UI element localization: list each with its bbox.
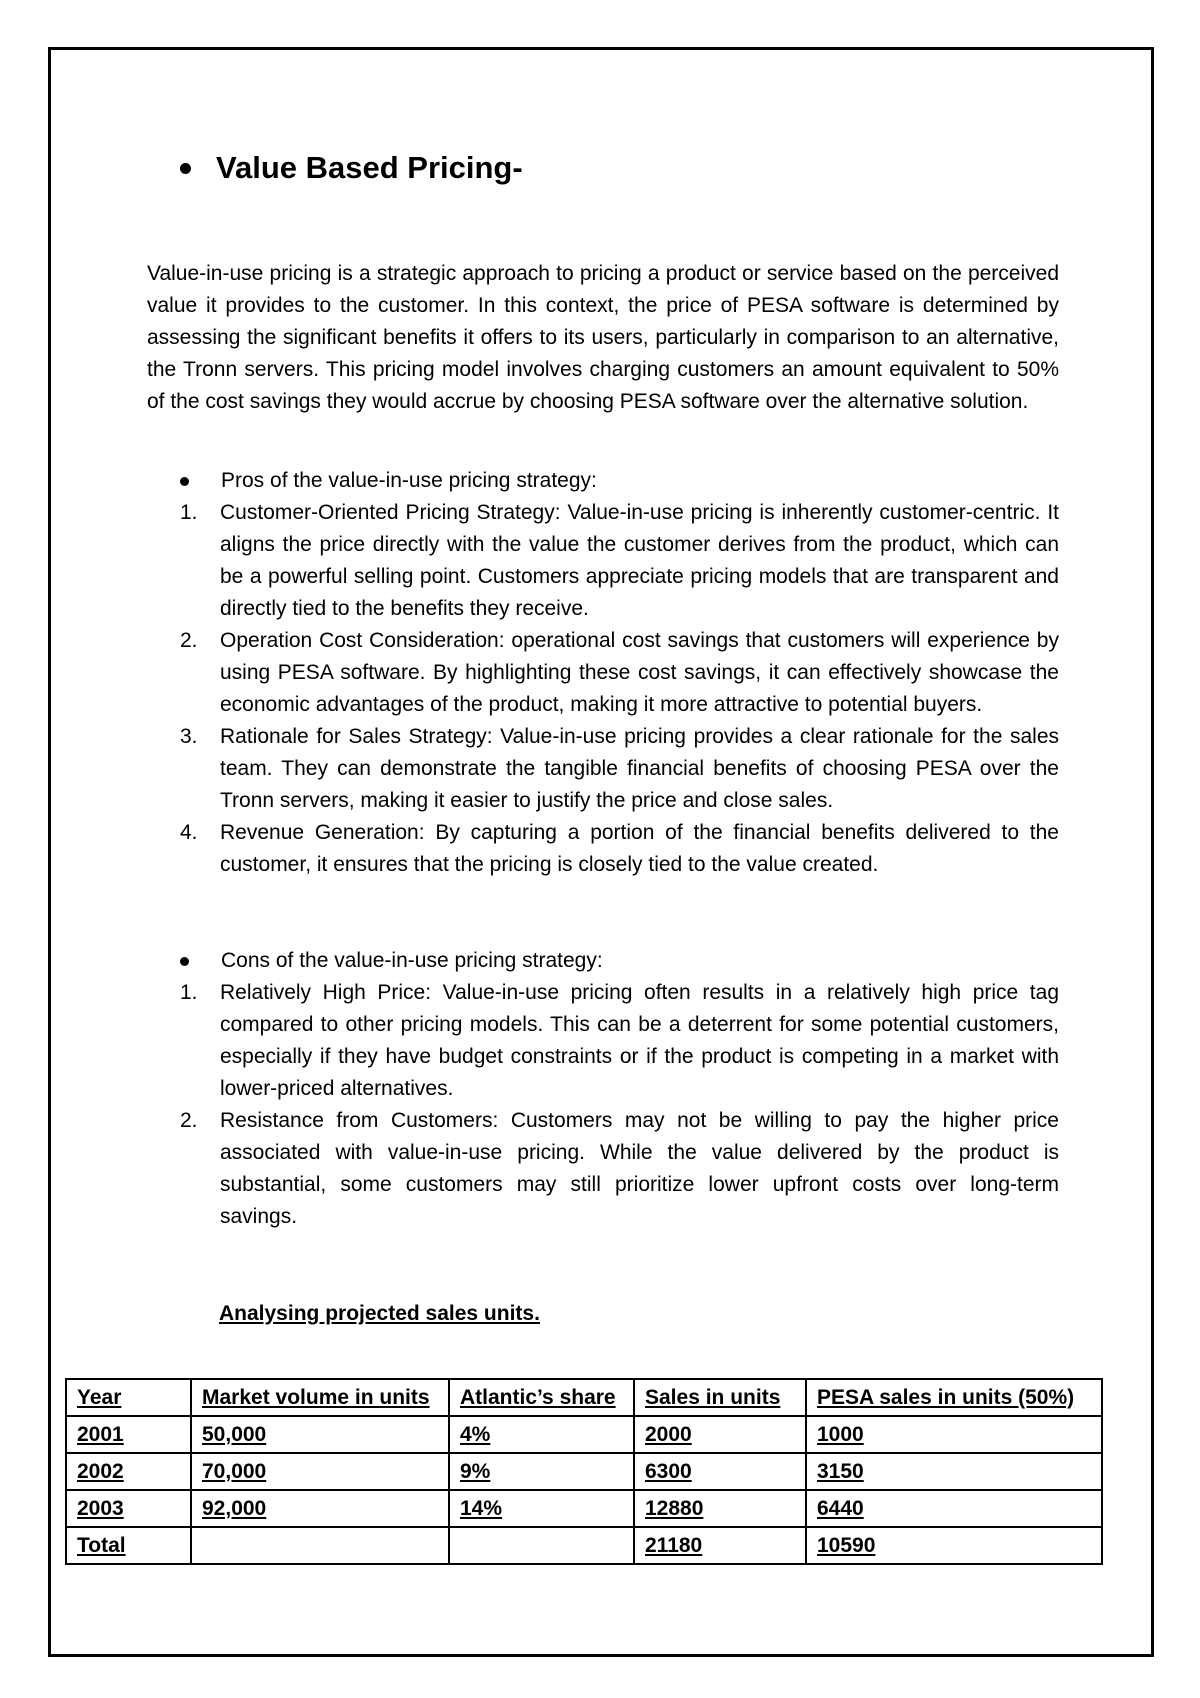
intro-paragraph: Value-in-use pricing is a strategic approach to pricing a product or service based on the perceived value it provides to the customer. In this context, the price of PESA software is determined by assessing the significant benefits it offers to its users, particularly in comparison to an alternative, the Tronn servers. This pricing model involves charging customers an amount equivalent to 50% of the cost savings they would accrue by choosing PESA software over the alternative solution. [147,262,1059,413]
list-text: Rationale for Sales Strategy: Value-in-use pricing provides a clear rationale for the sales team. They can demonstrate the tangible financial benefits of choosing PESA over the Tronn servers, making it easier to justify the price and close sales. [220,725,1059,812]
table-cell: 6300 [634,1453,806,1490]
table-header-row [66,1379,1102,1416]
table-cell: 70,000 [191,1453,449,1490]
heading-text: Value Based Pricing- [216,150,523,185]
list-number: 2. [180,629,198,652]
list-text: Customer-Oriented Pricing Strategy: Value-in-use pricing is inherently customer-centric. It aligns the price directly with the value the customer derives from the product, which can be a powerful selling point. Customers appreciate pricing models that are transparent and directly tied to the benefits they receive. [220,501,1059,620]
list-text: Relatively High Price: Value-in-use pricing often results in a relatively high price tag compared to other pricing models. This can be a deterrent for some potential customers, especially if they have budget constraints or if the product is competing in a market with lower-priced alternatives. [220,981,1059,1100]
list-text: Resistance from Customers: Customers may not be willing to pay the higher price associated with value-in-use pricing. While the value delivered by the product is substantial, some customers may still prioritize lower upfront costs over long-term savings. [220,1109,1059,1228]
pros-heading [180,465,597,497]
list-number: 1. [180,981,198,1004]
table-row [66,1453,1102,1490]
table-cell: 6440 [806,1490,1102,1527]
header-cell-share: Atlantic’s share [449,1379,634,1416]
table-row [66,1416,1102,1453]
section-heading [180,150,523,186]
table-cell: 2001 [66,1416,191,1453]
list-text: Revenue Generation: By capturing a portion of the financial benefits delivered to the customer, it ensures that the pricing is closely tied to the value created. [220,821,1059,876]
cons-title: Cons of the value-in-use pricing strategy: [221,949,603,972]
table-cell: 2000 [634,1416,806,1453]
table-row [66,1490,1102,1527]
table-cell: 12880 [634,1490,806,1527]
header-cell-sales: Sales in units [634,1379,806,1416]
list-item [180,977,1059,1105]
list-item [180,625,1059,721]
list-number: 2. [180,1109,198,1132]
table-cell: 2003 [66,1490,191,1527]
table-cell: Total [66,1527,191,1564]
header-cell-market-volume: Market volume in units [191,1379,449,1416]
list-number: 1. [180,501,198,524]
table-cell: 1000 [806,1416,1102,1453]
header-cell-pesa-sales: PESA sales in units (50%) [806,1379,1102,1416]
list-number: 4. [180,821,198,844]
list-item [180,817,1059,881]
list-item [180,1105,1059,1233]
bullet-icon [180,477,189,486]
sales-table [65,1378,1103,1565]
bullet-icon [180,957,189,966]
table-cell: 4% [449,1416,634,1453]
bullet-icon [180,163,191,174]
header-cell-year: Year [66,1379,191,1416]
table-title: Analysing projected sales units. [219,1302,540,1325]
table-cell: 2002 [66,1453,191,1490]
table-cell [449,1527,634,1564]
table-cell: 21180 [634,1527,806,1564]
table-cell: 92,000 [191,1490,449,1527]
cons-heading [180,945,603,977]
pros-list [180,497,1059,881]
table-cell: 14% [449,1490,634,1527]
table-cell: 10590 [806,1527,1102,1564]
list-number: 3. [180,725,198,748]
table-cell: 3150 [806,1453,1102,1490]
table-cell: 50,000 [191,1416,449,1453]
list-item [180,721,1059,817]
table-cell: 9% [449,1453,634,1490]
list-item [180,497,1059,625]
list-text: Operation Cost Consideration: operational cost savings that customers will experience by using PESA software. By highlighting these cost savings, it can effectively showcase the economic advantages of the product, making it more attractive to potential buyers. [220,629,1059,716]
cons-list [180,977,1059,1233]
table-cell [191,1527,449,1564]
pros-title: Pros of the value-in-use pricing strategy: [221,469,597,492]
table-total-row [66,1527,1102,1564]
